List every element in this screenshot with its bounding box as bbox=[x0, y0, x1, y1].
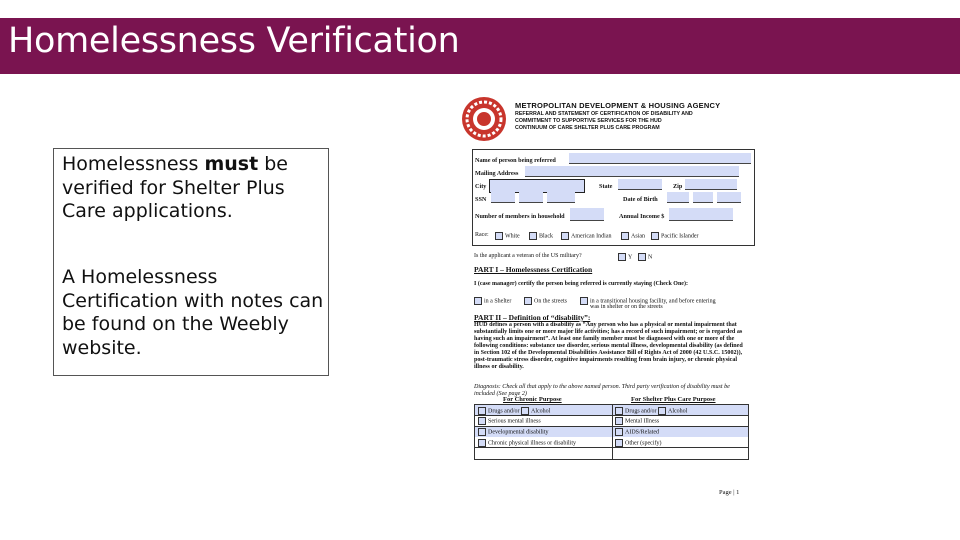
race-american-indian-label: American Indian bbox=[571, 233, 612, 240]
diagnosis-text: Diagnosis: Check all that apply to the above named person. Third party verification of disability must be included (See page 2) bbox=[474, 384, 730, 397]
veteran-yes bbox=[618, 253, 632, 261]
chronic-row-3 bbox=[478, 428, 549, 436]
shelter-row-4 bbox=[615, 439, 661, 447]
agency-name: METROPOLITAN DEVELOPMENT & HOUSING AGENCY bbox=[515, 101, 721, 110]
household-field bbox=[570, 208, 604, 221]
race-asian-label: Asian bbox=[631, 233, 645, 240]
checkbox-icon bbox=[651, 232, 659, 240]
checkbox-icon bbox=[561, 232, 569, 240]
household-label: Number of members in household bbox=[475, 213, 565, 220]
ssn-field-3 bbox=[547, 192, 575, 203]
dob-field-1 bbox=[667, 192, 689, 203]
form-subtitle-1: REFERRAL AND STATEMENT OF CERTIFICATION OF DISABILITY AND bbox=[515, 111, 693, 117]
cell-text: Alcohol bbox=[668, 407, 688, 414]
cell-text: Drugs and/or bbox=[625, 407, 657, 414]
part2-definition: HUD defines a person with a disability as “Any person who has a physical or mental impairment that substantially limits one or more major life activities; has a record of such impairment; or is regarded as having such an impairment”. At least one family member must be diagnosed with one or more of the following conditions: substance use disorder, serious mental illness, developmental disability (as defined in Section 102 of the Developmental Disabilities Assistance Bill of Rights Act of 2000 (42 U.S.C. 15002)), post-traumatic stress disorder, cognitive impairments resulting from brain injury, or chronic physical illness or disability. bbox=[474, 322, 743, 370]
shelter-row-1 bbox=[615, 407, 687, 415]
dob-field-3 bbox=[717, 192, 741, 203]
name-label: Name of person being referred bbox=[475, 157, 556, 164]
slide-title: Homelessness Verification bbox=[8, 21, 460, 61]
shelter-plus-header: For Shelter Plus Care Purpose bbox=[631, 396, 716, 403]
chronic-header: For Chronic Purpose bbox=[503, 396, 562, 403]
diagnosis-table bbox=[474, 396, 749, 460]
part2-title: PART II – Definition of “disability”: bbox=[474, 313, 591, 322]
cell-text: Serious mental illness bbox=[488, 418, 541, 425]
veteran-no bbox=[638, 253, 652, 261]
form-subtitle-2: COMMITMENT TO SUPPORTIVE SERVICES FOR THE HUD bbox=[515, 118, 662, 124]
state-label: State bbox=[599, 183, 613, 190]
checkbox-icon bbox=[615, 417, 623, 425]
option-shelter-label: in a Shelter bbox=[484, 298, 512, 305]
race-option-black bbox=[529, 232, 553, 240]
cell-text: Other (specify) bbox=[625, 440, 662, 447]
checkbox-icon bbox=[478, 417, 486, 425]
city-field bbox=[489, 179, 585, 193]
checkbox-icon bbox=[524, 297, 532, 305]
para1-start: Homelessness bbox=[62, 153, 205, 175]
cell-text: Developmental disability bbox=[488, 429, 549, 436]
checkbox-icon bbox=[529, 232, 537, 240]
name-field bbox=[569, 153, 751, 164]
race-pacific-islander-label: Pacific Islander bbox=[661, 233, 699, 240]
checkbox-icon bbox=[615, 407, 623, 415]
checkbox-icon bbox=[474, 297, 482, 305]
mailing-label: Mailing Address bbox=[475, 170, 519, 177]
page-number: Page | 1 bbox=[719, 489, 740, 496]
city-label: City bbox=[475, 183, 487, 190]
form-subtitle-3: CONTINUUM OF CARE SHELTER PLUS CARE PROGRAM bbox=[515, 125, 660, 131]
chronic-row-4 bbox=[478, 439, 576, 447]
checkbox-icon bbox=[658, 407, 666, 415]
race-option-white bbox=[495, 232, 520, 240]
cell-text: Chronic physical illness or disability bbox=[488, 440, 576, 447]
cell-text: Alcohol bbox=[531, 407, 551, 414]
race-label: Race: bbox=[475, 232, 489, 238]
race-option-american-indian bbox=[561, 232, 611, 240]
ssn-field-1 bbox=[491, 192, 515, 203]
option-streets bbox=[524, 297, 567, 305]
veteran-yes-label: Y bbox=[628, 254, 633, 261]
option-transitional-label: in a transitional housing facility, and before entering bbox=[590, 298, 716, 305]
race-option-pacific-islander bbox=[651, 232, 698, 240]
income-field bbox=[669, 208, 733, 221]
chronic-row-1 bbox=[478, 407, 550, 415]
cell-text: AIDS/Related bbox=[625, 429, 659, 436]
checkbox-icon bbox=[495, 232, 503, 240]
checkbox-icon bbox=[615, 439, 623, 447]
mailing-field bbox=[525, 166, 739, 177]
part1-text: I (case manager) certify the person being referred is currently staying (Check One): bbox=[474, 281, 688, 287]
race-white-label: White bbox=[505, 233, 520, 240]
dob-label: Date of Birth bbox=[623, 196, 658, 203]
veteran-question: Is the applicant a veteran of the US military? bbox=[474, 253, 582, 259]
zip-label: Zip bbox=[673, 183, 683, 190]
cell-text: Drugs and/or bbox=[488, 407, 520, 414]
agency-seal-icon bbox=[461, 96, 507, 142]
para1-end: be verified for Shelter Plus Care applications. bbox=[62, 153, 288, 222]
option-shelter bbox=[474, 297, 511, 305]
table-divider bbox=[612, 405, 613, 459]
shelter-row-3 bbox=[615, 428, 659, 436]
chronic-row-2 bbox=[478, 417, 541, 425]
income-label: Annual Income $ bbox=[619, 213, 665, 220]
race-black-label: Black bbox=[539, 233, 553, 240]
text-box bbox=[53, 148, 329, 376]
checkbox-icon bbox=[638, 253, 646, 261]
option-streets-label: On the streets bbox=[534, 298, 567, 305]
checkbox-icon bbox=[621, 232, 629, 240]
shelter-row-2 bbox=[615, 417, 659, 425]
veteran-no-label: N bbox=[648, 254, 653, 261]
checkbox-icon bbox=[478, 439, 486, 447]
cell-text: Mental Illness bbox=[625, 418, 660, 425]
zip-field bbox=[685, 179, 737, 190]
checkbox-icon bbox=[478, 428, 486, 436]
checkbox-icon bbox=[618, 253, 626, 261]
paragraph-shelter-plus-care bbox=[62, 153, 324, 224]
state-field bbox=[618, 179, 662, 190]
paragraph-weebly: A Homelessness Certification with notes can be found on the Weebly website. bbox=[62, 266, 324, 359]
part1-title: PART I – Homelessness Certification bbox=[474, 265, 593, 274]
checkbox-icon bbox=[521, 407, 529, 415]
title-bar bbox=[0, 18, 960, 74]
ssn-field-2 bbox=[519, 192, 543, 203]
option-transitional-cont: was in shelter or on the streets bbox=[590, 304, 663, 310]
dob-field-2 bbox=[693, 192, 713, 203]
checkbox-icon bbox=[478, 407, 486, 415]
ssn-label: SSN bbox=[475, 196, 487, 203]
para1-emphasis: must bbox=[204, 153, 259, 175]
form-image bbox=[460, 92, 755, 502]
checkbox-icon bbox=[580, 297, 588, 305]
race-option-asian bbox=[621, 232, 645, 240]
checkbox-icon bbox=[615, 428, 623, 436]
applicant-info-box bbox=[472, 149, 755, 246]
